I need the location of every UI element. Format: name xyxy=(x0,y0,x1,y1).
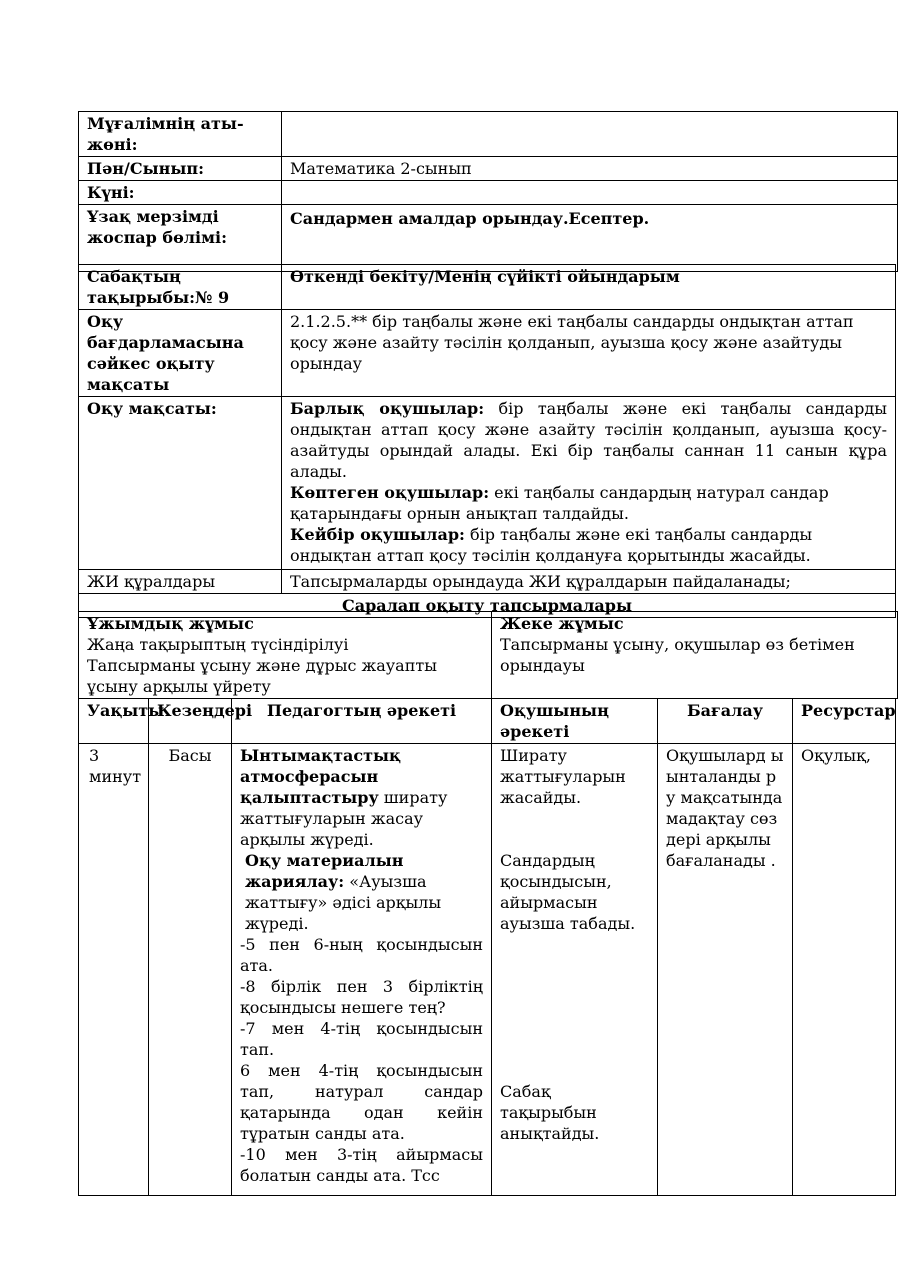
lesson-topic-value: Өткенді бекіту/Менің сүйікті ойындарым xyxy=(282,265,896,310)
teacher-material-label: Оқу материалын жариялау: xyxy=(245,851,404,891)
plan-row-start xyxy=(79,744,896,1196)
teacher-question-3: -7 мен 4-тің қосындысын тап. xyxy=(240,1019,483,1059)
individual-work-title: Жеке жұмыс xyxy=(500,614,624,633)
learning-goals-row xyxy=(79,397,896,570)
assessment-cell: Оқушылард ы ынталанды ру мақсатында мадақтау сөздері арқылы бағаланады . xyxy=(658,744,793,1196)
individual-work-text: Тапсырманы ұсыну, оқушылар өз бетімен орындауы xyxy=(500,635,855,675)
ai-tools-row xyxy=(79,570,896,594)
date-row xyxy=(79,181,898,205)
time-cell: 3 минут xyxy=(79,744,149,1196)
long-term-plan-value: Сандармен амалдар орындау.Есептер. xyxy=(282,205,898,272)
goal-many-students xyxy=(290,482,887,524)
group-work-line1: Жаңа тақырыптың түсіндірілуі xyxy=(87,635,349,654)
teacher-atmosphere xyxy=(240,745,483,850)
goal-some-label: Кейбір оқушылар: xyxy=(290,525,465,544)
teacher-question-2: -8 бірлік пен 3 бірліктің қосындысы нешеге тең? xyxy=(240,977,483,1017)
subject-label: Пән/Сынып: xyxy=(79,157,282,181)
teacher-material xyxy=(240,850,483,934)
teacher-name-row xyxy=(79,112,898,157)
long-term-plan-label: Ұзақ мерзімді жоспар бөлімі: xyxy=(79,205,282,272)
program-goal-value: 2.1.2.5.** бір таңбалы және екі таңбалы сандарды ондықтан аттап қосу және азайту тәсілін қолданып, ауызша қосу және азайтуды орындау xyxy=(282,310,896,397)
teacher-name-value xyxy=(282,112,898,157)
goal-some-text: бір таңбалы және екі таңбалы сандарды ондықтан аттап қосу тәсілін қолдануға қорытынды жасайды. xyxy=(290,525,813,565)
subject-value: Математика 2-сынып xyxy=(282,157,898,181)
spacer xyxy=(500,829,649,850)
learning-goals-label: Оқу мақсаты: xyxy=(79,397,282,570)
stage-cell: Басы xyxy=(149,744,232,1196)
spacer xyxy=(500,808,649,829)
plan-header-row xyxy=(79,699,896,744)
individual-work-cell xyxy=(492,612,898,699)
student-action-3: Сабақ тақырыбын анықтайды. xyxy=(500,1082,600,1143)
ai-tools-value: Тапсырмаларды орындауда ЖИ құралдарын пайдаланады; xyxy=(282,570,896,594)
lesson-info-table xyxy=(78,111,898,272)
teacher-atmosphere-text: ширату жаттығуларын жасау арқылы жүреді. xyxy=(240,788,448,849)
goal-many-text: екі таңбалы сандардың натурал сандар қатарындағы орнын анықтап талдайды. xyxy=(290,483,829,523)
subject-row xyxy=(79,157,898,181)
differentiated-heading: Саралап оқыту тапсырмалары xyxy=(79,594,896,618)
header-resources: Ресурстар xyxy=(793,699,896,744)
header-student-action: Оқушының әрекеті xyxy=(492,699,658,744)
teacher-question-1: -5 пен 6-ның қосындысын ата. xyxy=(240,935,483,975)
differentiated-table xyxy=(78,611,898,699)
group-work-cell xyxy=(79,612,492,699)
ai-tools-label: ЖИ құралдары xyxy=(79,570,282,594)
learning-goals-value xyxy=(282,397,896,570)
lesson-plan-table xyxy=(78,698,896,1196)
goal-all-students xyxy=(290,398,887,482)
date-value xyxy=(282,181,898,205)
group-work-title: Ұжымдық жұмыс xyxy=(87,614,254,633)
lesson-topic-label: Сабақтың тақырыбы:№ 9 xyxy=(79,265,282,310)
student-action-2: Сандардың қосындысын, айырмасын ауызша табады. xyxy=(500,851,636,933)
header-assessment: Бағалау xyxy=(658,699,793,744)
header-stage: Кезеңдері xyxy=(149,699,232,744)
teacher-name-label: Мұғалімнің аты-жөні: xyxy=(79,112,282,157)
teacher-question-4: 6 мен 4-тің қосындысын тап, натурал сандар қатарында одан кейін тұратын санды ата. xyxy=(240,1061,483,1143)
header-time: Уақыты xyxy=(79,699,149,744)
goal-all-text: бір таңбалы және екі таңбалы сандарды ондықтан аттап қосу және азайту тәсілін қолданып, ауызша қосу-азайтуды орындай алады. Екі бір таңбалы саннан 11 санын құра алады. xyxy=(290,399,888,481)
lesson-details-table xyxy=(78,264,896,618)
header-teacher-action: Педагогтың әрекеті xyxy=(232,699,492,744)
teacher-atmosphere-label: Ынтымақтастық атмосферасын қалыптастыру xyxy=(240,746,401,807)
goal-some-students xyxy=(290,524,887,566)
resources-cell: Оқулық, xyxy=(793,744,896,1196)
program-goal-label: Оқу бағдарламасына сәйкес оқыту мақсаты xyxy=(79,310,282,397)
spacer xyxy=(500,934,649,1081)
teacher-question-5: -10 мен 3-тің айырмасы болатын санды ата. Тсс xyxy=(240,1145,483,1185)
long-term-plan-row xyxy=(79,205,898,272)
date-label: Күні: xyxy=(79,181,282,205)
goal-all-label: Барлық оқушылар: xyxy=(290,399,485,418)
differentiated-row xyxy=(79,612,898,699)
teacher-action-cell xyxy=(232,744,492,1196)
goal-many-label: Көптеген оқушылар: xyxy=(290,483,490,502)
student-action-cell xyxy=(492,744,658,1196)
group-work-line2: Тапсырманы ұсыну және дұрыс жауапты ұсыну арқылы үйрету xyxy=(87,656,437,696)
program-goal-row xyxy=(79,310,896,397)
student-action-1: Ширату жаттығуларын жасайды. xyxy=(500,746,626,807)
teacher-material-text: «Ауызша жаттығу» әдісі арқылы жүреді. xyxy=(245,872,442,933)
lesson-topic-row xyxy=(79,265,896,310)
